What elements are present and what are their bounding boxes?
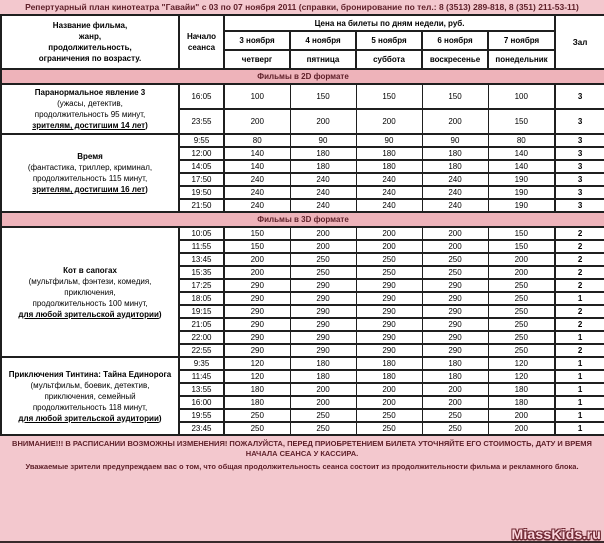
day-date-header: 6 ноября bbox=[422, 31, 488, 50]
day-weekday-header: суббота bbox=[356, 50, 422, 69]
price-cell: 180 bbox=[422, 357, 488, 370]
price-cell: 200 bbox=[488, 409, 555, 422]
price-cell: 190 bbox=[488, 186, 555, 199]
section-band-row bbox=[1, 212, 604, 227]
film-info-line: приключения, семейный bbox=[44, 391, 136, 401]
price-cell: 290 bbox=[224, 279, 290, 292]
price-cell: 180 bbox=[224, 396, 290, 409]
hall-cell: 1 bbox=[555, 292, 604, 305]
film-info-line: (ужасы, детектив, bbox=[57, 99, 123, 108]
showtime-cell: 11:45 bbox=[179, 370, 224, 383]
price-cell: 250 bbox=[422, 409, 488, 422]
film-info-line: приключения, bbox=[64, 287, 116, 297]
price-cell: 240 bbox=[290, 186, 356, 199]
price-cell: 200 bbox=[224, 109, 290, 134]
hall-cell: 2 bbox=[555, 240, 604, 253]
price-cell: 290 bbox=[422, 318, 488, 331]
price-cell: 250 bbox=[356, 253, 422, 266]
hall-cell: 3 bbox=[555, 199, 604, 212]
film-title: Время bbox=[77, 152, 103, 161]
price-cell: 240 bbox=[422, 186, 488, 199]
showtime-cell: 19:15 bbox=[179, 305, 224, 318]
showtime-cell: 21:50 bbox=[179, 199, 224, 212]
hall-cell: 2 bbox=[555, 279, 604, 292]
price-cell: 240 bbox=[224, 173, 290, 186]
price-cell: 120 bbox=[224, 357, 290, 370]
showtime-row bbox=[1, 357, 604, 370]
price-cell: 180 bbox=[422, 160, 488, 173]
price-cell: 290 bbox=[356, 292, 422, 305]
price-cell: 120 bbox=[488, 357, 555, 370]
film-info-cell bbox=[1, 134, 179, 212]
price-cell: 290 bbox=[290, 331, 356, 344]
price-cell: 200 bbox=[422, 240, 488, 253]
price-cell: 250 bbox=[224, 409, 290, 422]
price-cell: 150 bbox=[224, 240, 290, 253]
price-cell: 290 bbox=[422, 279, 488, 292]
showtime-cell: 13:55 bbox=[179, 383, 224, 396]
price-cell: 290 bbox=[224, 344, 290, 357]
price-cell: 140 bbox=[224, 147, 290, 160]
price-cell: 240 bbox=[356, 186, 422, 199]
film-restriction: для любой зрительской аудитории) bbox=[18, 309, 162, 319]
showtime-cell: 19:55 bbox=[179, 409, 224, 422]
hall-cell: 1 bbox=[555, 422, 604, 435]
hall-cell: 3 bbox=[555, 84, 604, 109]
price-cell: 240 bbox=[356, 173, 422, 186]
price-cell: 90 bbox=[422, 134, 488, 147]
col-header-showtime: Начало сеанса bbox=[179, 15, 224, 69]
film-info-line: продолжительность 95 минут, bbox=[34, 110, 146, 119]
hall-cell: 1 bbox=[555, 383, 604, 396]
price-cell: 240 bbox=[356, 199, 422, 212]
price-cell: 180 bbox=[290, 370, 356, 383]
showtime-cell: 12:00 bbox=[179, 147, 224, 160]
film-info-cell bbox=[1, 357, 179, 435]
price-cell: 150 bbox=[290, 84, 356, 109]
price-cell: 190 bbox=[488, 199, 555, 212]
film-restriction: зрителям, достигшим 14 лет) bbox=[32, 121, 148, 130]
watermark: MiassKids.ru bbox=[511, 526, 601, 542]
day-date-header: 3 ноября bbox=[224, 31, 290, 50]
price-cell: 180 bbox=[290, 147, 356, 160]
price-cell: 240 bbox=[290, 199, 356, 212]
hall-cell: 3 bbox=[555, 160, 604, 173]
showtime-cell: 16:00 bbox=[179, 396, 224, 409]
price-cell: 250 bbox=[224, 422, 290, 435]
page-title: Репертуарный план кинотеатра "Гавайи" с 03 по 07 ноября 2011 (справки, бронирование по тел.: 8 (3513) 289-818, 8 (351) 211-53-11) bbox=[25, 2, 579, 12]
price-cell: 180 bbox=[356, 370, 422, 383]
price-cell: 250 bbox=[488, 305, 555, 318]
showtime-cell: 11:55 bbox=[179, 240, 224, 253]
day-date-header: 5 ноября bbox=[356, 31, 422, 50]
showtime-cell: 21:05 bbox=[179, 318, 224, 331]
price-cell: 180 bbox=[356, 160, 422, 173]
price-cell: 250 bbox=[356, 409, 422, 422]
schedule-body bbox=[1, 69, 604, 435]
hall-cell: 1 bbox=[555, 331, 604, 344]
film-info-line: (мультфильм, боевик, детектив, bbox=[30, 380, 150, 390]
price-cell: 100 bbox=[224, 84, 290, 109]
price-cell: 200 bbox=[224, 253, 290, 266]
price-cell: 290 bbox=[224, 318, 290, 331]
hall-cell: 2 bbox=[555, 318, 604, 331]
film-info-line: продолжительность 118 минут, bbox=[32, 402, 148, 412]
film-title: Приключения Тинтина: Тайна Единорога bbox=[8, 369, 172, 379]
price-cell: 150 bbox=[488, 240, 555, 253]
duration-note: Уважаемые зрители предупреждаем вас о том, что общая продолжительность сеанса состоит из продолжительности фильма и рекламного блока. bbox=[25, 462, 579, 471]
price-cell: 200 bbox=[422, 383, 488, 396]
schedule-header bbox=[1, 15, 604, 69]
showtime-cell: 9:55 bbox=[179, 134, 224, 147]
price-cell: 80 bbox=[224, 134, 290, 147]
showtime-cell: 17:50 bbox=[179, 173, 224, 186]
price-cell: 180 bbox=[488, 396, 555, 409]
price-cell: 240 bbox=[224, 186, 290, 199]
price-cell: 180 bbox=[224, 383, 290, 396]
price-cell: 140 bbox=[488, 160, 555, 173]
price-cell: 200 bbox=[356, 109, 422, 134]
price-cell: 240 bbox=[290, 173, 356, 186]
price-cell: 200 bbox=[488, 422, 555, 435]
hall-cell: 1 bbox=[555, 396, 604, 409]
duration-note-row bbox=[0, 460, 604, 473]
price-cell: 240 bbox=[422, 199, 488, 212]
price-cell: 200 bbox=[488, 253, 555, 266]
price-cell: 200 bbox=[290, 109, 356, 134]
showtime-cell: 15:35 bbox=[179, 266, 224, 279]
day-weekday-header: понедельник bbox=[488, 50, 555, 69]
price-cell: 290 bbox=[356, 279, 422, 292]
price-cell: 190 bbox=[488, 173, 555, 186]
showtime-row bbox=[1, 84, 604, 109]
price-cell: 240 bbox=[224, 199, 290, 212]
price-cell: 200 bbox=[290, 240, 356, 253]
price-cell: 140 bbox=[224, 160, 290, 173]
showtime-row bbox=[1, 134, 604, 147]
price-cell: 250 bbox=[422, 253, 488, 266]
showtime-row bbox=[1, 227, 604, 240]
price-cell: 200 bbox=[290, 396, 356, 409]
film-info-line: продолжительность 100 минут, bbox=[32, 298, 148, 308]
col-header-prices: Цена на билеты по дням недели, руб. bbox=[224, 15, 555, 31]
showtime-cell: 16:05 bbox=[179, 84, 224, 109]
day-weekday-header: пятница bbox=[290, 50, 356, 69]
price-cell: 200 bbox=[356, 227, 422, 240]
price-cell: 250 bbox=[290, 266, 356, 279]
price-cell: 200 bbox=[422, 227, 488, 240]
price-cell: 250 bbox=[488, 331, 555, 344]
price-cell: 250 bbox=[290, 409, 356, 422]
film-info-line: (фантастика, триллер, криминал, bbox=[27, 163, 153, 172]
showtime-cell: 22:00 bbox=[179, 331, 224, 344]
hall-cell: 1 bbox=[555, 409, 604, 422]
price-cell: 250 bbox=[356, 266, 422, 279]
showtime-cell: 13:45 bbox=[179, 253, 224, 266]
price-cell: 200 bbox=[356, 383, 422, 396]
price-cell: 290 bbox=[290, 344, 356, 357]
film-title: Кот в сапогах bbox=[63, 265, 117, 275]
price-cell: 200 bbox=[356, 396, 422, 409]
price-cell: 290 bbox=[422, 331, 488, 344]
price-cell: 290 bbox=[290, 318, 356, 331]
price-cell: 150 bbox=[422, 84, 488, 109]
price-cell: 250 bbox=[422, 266, 488, 279]
price-cell: 200 bbox=[224, 266, 290, 279]
price-cell: 290 bbox=[422, 344, 488, 357]
film-restriction: зрителям, достигшим 16 лет) bbox=[32, 185, 148, 194]
film-info-cell bbox=[1, 227, 179, 357]
hall-cell: 3 bbox=[555, 109, 604, 134]
hall-cell: 3 bbox=[555, 186, 604, 199]
price-cell: 290 bbox=[422, 292, 488, 305]
price-cell: 140 bbox=[488, 147, 555, 160]
price-cell: 290 bbox=[290, 305, 356, 318]
section-band-label: Фильмы в 3D формате bbox=[1, 212, 604, 227]
price-cell: 180 bbox=[422, 370, 488, 383]
schedule-table bbox=[0, 14, 604, 436]
price-cell: 250 bbox=[290, 422, 356, 435]
price-cell: 250 bbox=[422, 422, 488, 435]
hall-cell: 2 bbox=[555, 305, 604, 318]
col-header-hall: Зал bbox=[555, 15, 604, 69]
showtime-cell: 17:25 bbox=[179, 279, 224, 292]
film-restriction: для любой зрительской аудитории) bbox=[18, 413, 162, 423]
hall-cell: 2 bbox=[555, 344, 604, 357]
price-cell: 120 bbox=[488, 370, 555, 383]
price-cell: 200 bbox=[290, 227, 356, 240]
price-cell: 100 bbox=[488, 84, 555, 109]
price-cell: 250 bbox=[290, 253, 356, 266]
day-weekday-header: четверг bbox=[224, 50, 290, 69]
film-info-line: продолжительность 115 минут, bbox=[32, 174, 148, 183]
price-cell: 290 bbox=[224, 305, 290, 318]
attention-note: ВНИМАНИЕ!!! В РАСПИСАНИИ ВОЗМОЖНЫ ИЗМЕНЕНИЯ! ПОЖАЛУЙСТА, ПЕРЕД ПРИОБРЕТЕНИЕМ БИЛЕТА УТОЧНЯЙТЕ ЕГО СТОИМОСТЬ, ДАТУ И ВРЕМЯ НАЧАЛА СЕАНСА У КАССИРА. bbox=[12, 439, 592, 458]
day-weekday-header: воскресенье bbox=[422, 50, 488, 69]
day-date-header: 4 ноября bbox=[290, 31, 356, 50]
showtime-cell: 22:55 bbox=[179, 344, 224, 357]
hall-cell: 3 bbox=[555, 134, 604, 147]
price-cell: 250 bbox=[488, 344, 555, 357]
price-cell: 290 bbox=[356, 318, 422, 331]
price-cell: 290 bbox=[356, 344, 422, 357]
film-info-cell bbox=[1, 84, 179, 134]
price-cell: 180 bbox=[422, 147, 488, 160]
hall-cell: 3 bbox=[555, 173, 604, 186]
hall-cell: 1 bbox=[555, 370, 604, 383]
price-cell: 290 bbox=[356, 305, 422, 318]
price-cell: 290 bbox=[224, 331, 290, 344]
showtime-cell: 9:35 bbox=[179, 357, 224, 370]
hall-cell: 2 bbox=[555, 253, 604, 266]
film-info-line: (мультфильм, фэнтези, комедия, bbox=[28, 276, 152, 286]
price-cell: 250 bbox=[356, 422, 422, 435]
price-cell: 250 bbox=[488, 318, 555, 331]
price-cell: 180 bbox=[290, 160, 356, 173]
hall-cell: 1 bbox=[555, 357, 604, 370]
price-cell: 290 bbox=[224, 292, 290, 305]
price-cell: 200 bbox=[422, 109, 488, 134]
price-cell: 150 bbox=[224, 227, 290, 240]
price-cell: 200 bbox=[488, 266, 555, 279]
showtime-cell: 19:50 bbox=[179, 186, 224, 199]
price-cell: 180 bbox=[356, 357, 422, 370]
price-cell: 290 bbox=[356, 331, 422, 344]
showtime-cell: 23:55 bbox=[179, 109, 224, 134]
price-cell: 200 bbox=[290, 383, 356, 396]
section-band-row bbox=[1, 69, 604, 84]
price-cell: 200 bbox=[356, 240, 422, 253]
price-cell: 150 bbox=[488, 109, 555, 134]
price-cell: 250 bbox=[488, 279, 555, 292]
price-cell: 90 bbox=[290, 134, 356, 147]
price-cell: 180 bbox=[356, 147, 422, 160]
price-cell: 290 bbox=[290, 279, 356, 292]
film-title: Паранормальное явление 3 bbox=[34, 88, 146, 97]
hall-cell: 2 bbox=[555, 266, 604, 279]
hall-cell: 3 bbox=[555, 147, 604, 160]
price-cell: 150 bbox=[356, 84, 422, 109]
hall-cell: 2 bbox=[555, 227, 604, 240]
price-cell: 290 bbox=[290, 292, 356, 305]
price-cell: 120 bbox=[224, 370, 290, 383]
price-cell: 180 bbox=[290, 357, 356, 370]
day-date-header: 7 ноября bbox=[488, 31, 555, 50]
section-band-label: Фильмы в 2D формате bbox=[1, 69, 604, 84]
showtime-cell: 10:05 bbox=[179, 227, 224, 240]
price-cell: 80 bbox=[488, 134, 555, 147]
showtime-cell: 18:05 bbox=[179, 292, 224, 305]
price-cell: 250 bbox=[488, 292, 555, 305]
showtime-cell: 23:45 bbox=[179, 422, 224, 435]
col-header-film: Название фильма, жанр, продолжительность, ограничения по возрасту. bbox=[1, 15, 179, 69]
showtime-cell: 14:05 bbox=[179, 160, 224, 173]
price-cell: 240 bbox=[422, 173, 488, 186]
price-cell: 290 bbox=[422, 305, 488, 318]
price-cell: 150 bbox=[488, 227, 555, 240]
price-cell: 200 bbox=[422, 396, 488, 409]
price-cell: 180 bbox=[488, 383, 555, 396]
price-cell: 90 bbox=[356, 134, 422, 147]
